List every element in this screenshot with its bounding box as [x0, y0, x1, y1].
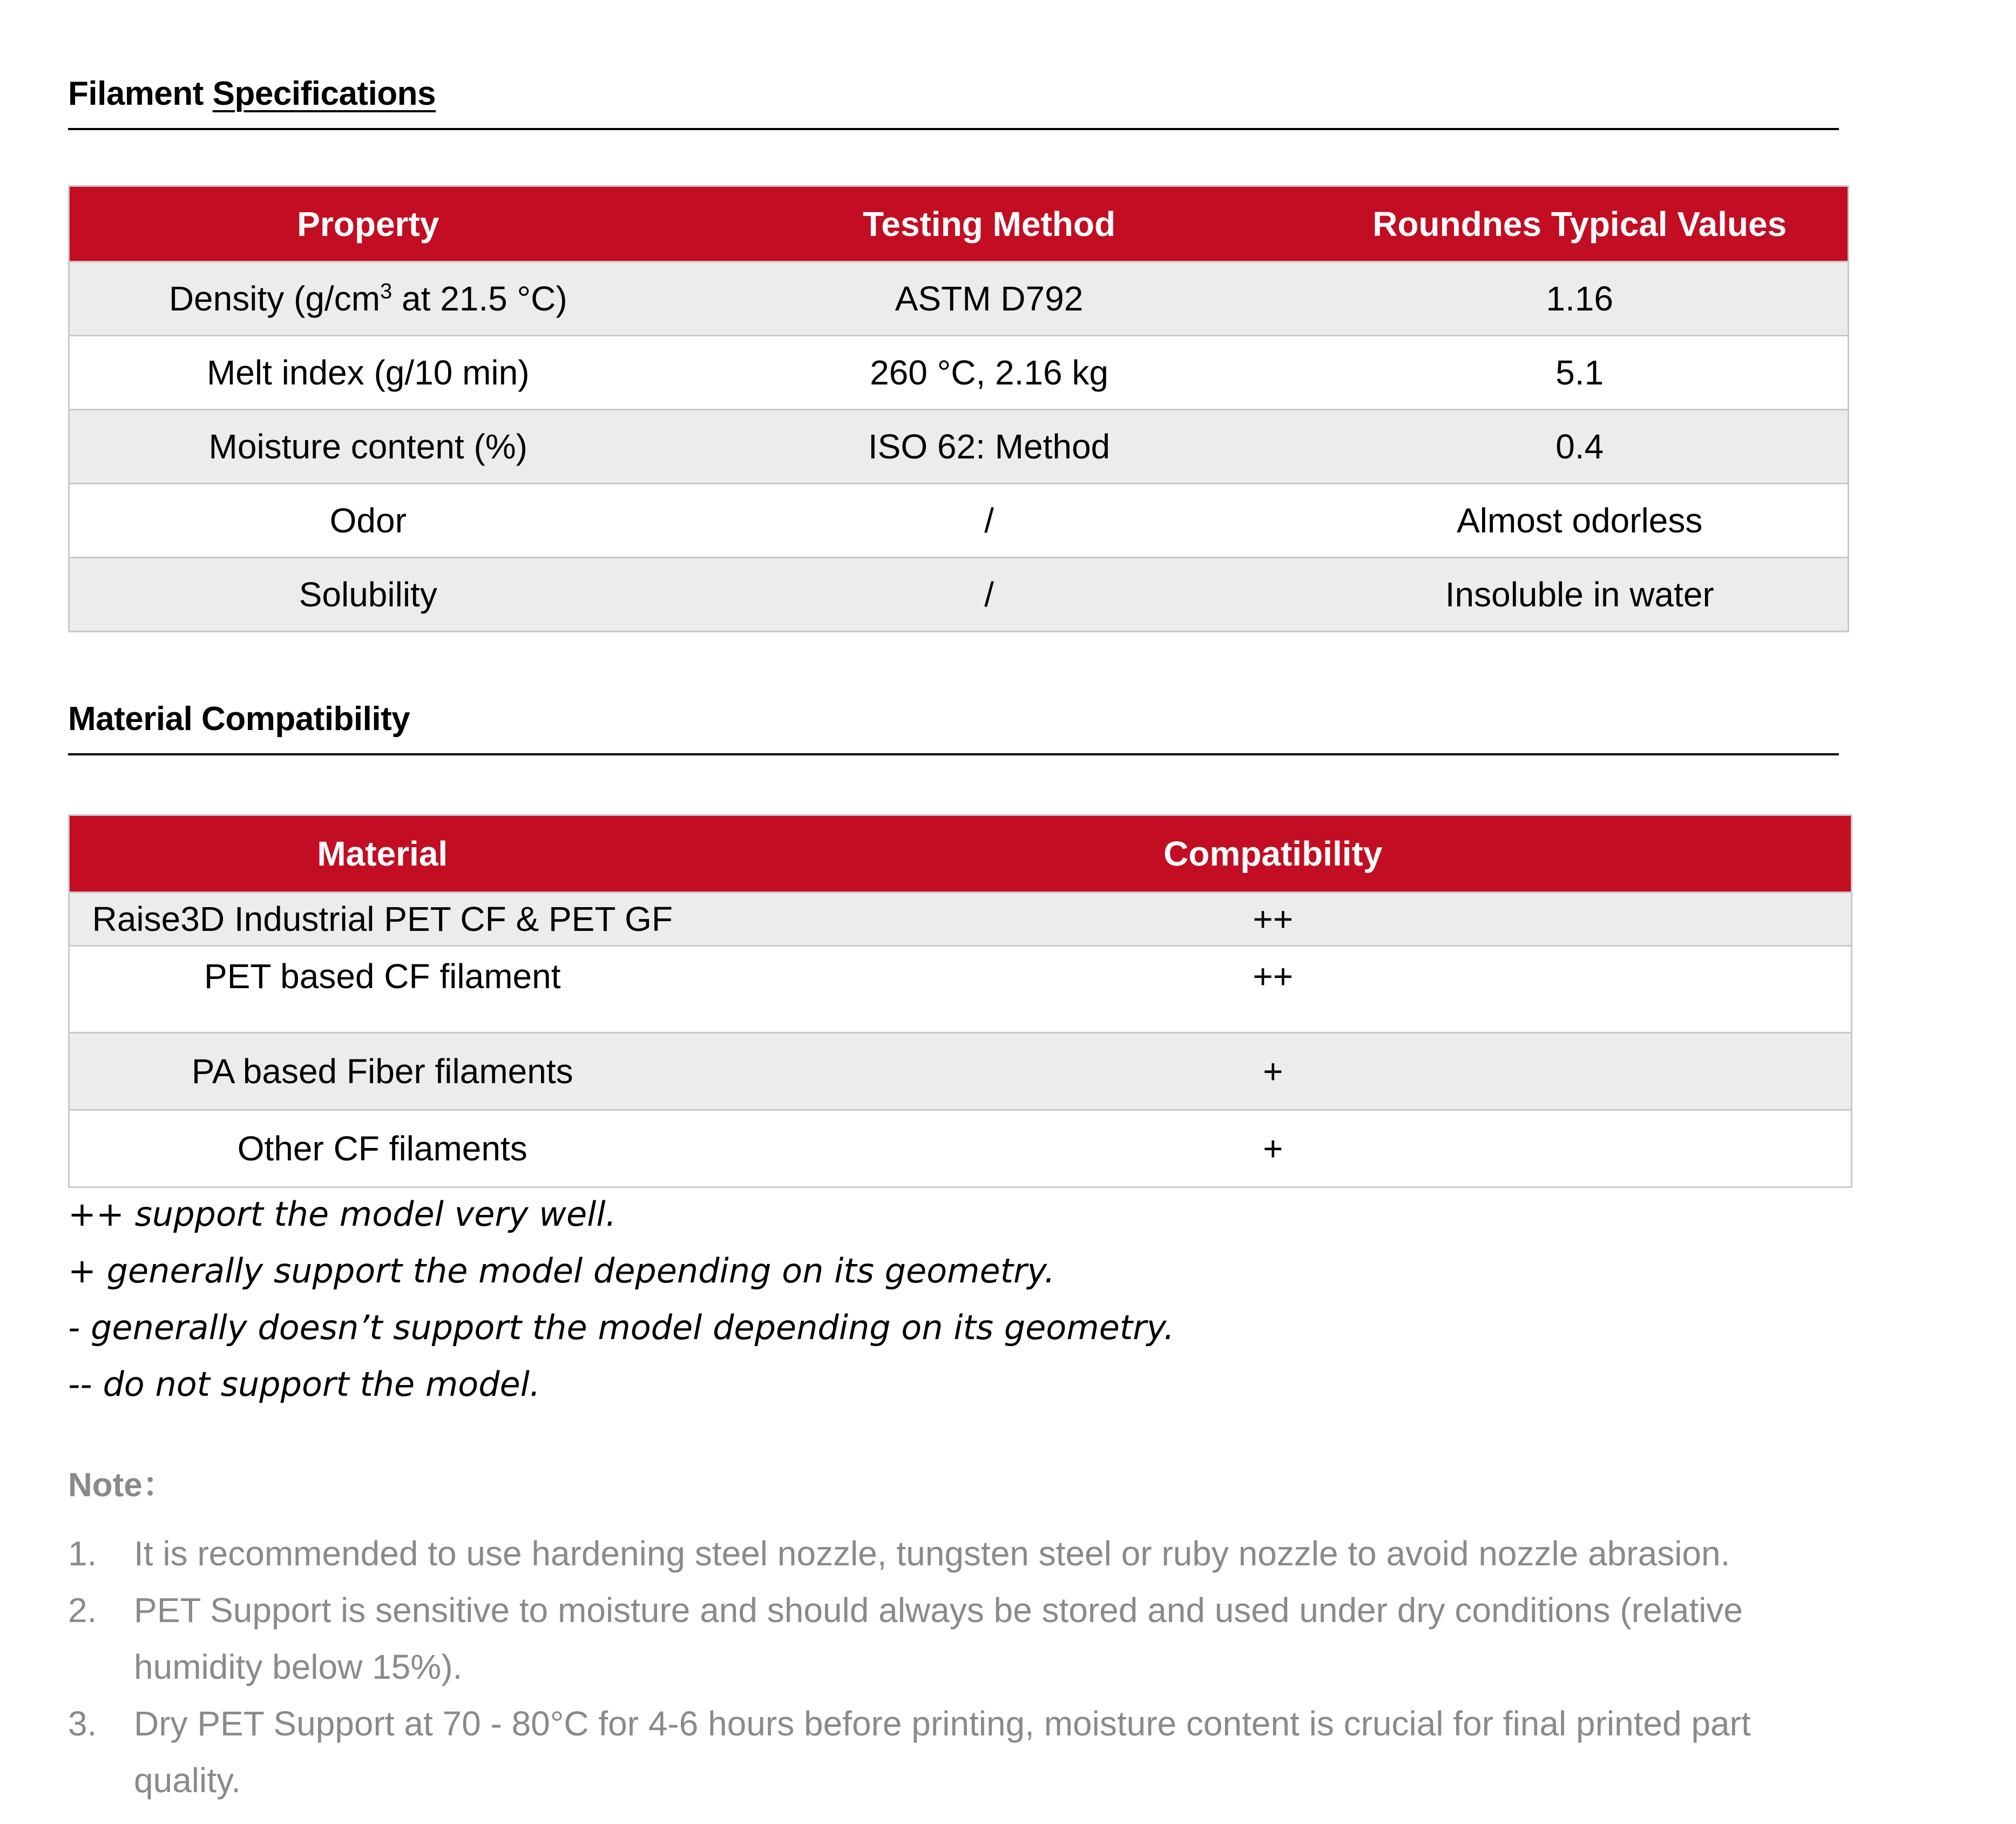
note-number: 2. [68, 1591, 97, 1630]
material-compatibility-table [68, 814, 1852, 1188]
list-item [68, 1695, 1754, 1809]
table-row [69, 893, 1852, 946]
material-cell: PA based Fiber filaments [69, 1033, 695, 1110]
method-cell: 260 °C, 2.16 kg [667, 336, 1312, 410]
material-compatibility-heading: Material Compatibility [68, 700, 410, 738]
material-cell: Other CF filaments [69, 1110, 695, 1187]
compatibility-cell: + [695, 1033, 1852, 1110]
method-cell: ISO 62: Method [667, 410, 1312, 484]
list-item [68, 1582, 1808, 1695]
compatibility-cell: ++ [695, 893, 1852, 946]
method-cell: / [667, 484, 1312, 558]
table-row [69, 558, 1849, 632]
value-cell: 5.1 [1312, 336, 1849, 410]
property-cell: Odor [69, 484, 667, 558]
table-row [69, 484, 1849, 558]
property-cell: Solubility [69, 558, 667, 632]
legend-line: -- do not support the model. [68, 1364, 540, 1404]
header-property: Property [69, 186, 667, 262]
section-divider [68, 128, 1839, 130]
material-cell: PET based CF filament [69, 946, 695, 1033]
value-cell: Almost odorless [1312, 484, 1849, 558]
compatibility-cell: ++ [695, 946, 1852, 1033]
method-cell: ASTM D792 [667, 262, 1312, 336]
property-cell: Melt index (g/10 min) [69, 336, 667, 410]
table-row [69, 1110, 1852, 1187]
value-cell: 1.16 [1312, 262, 1849, 336]
compatibility-legend [68, 1186, 1174, 1413]
filament-specifications-heading [68, 77, 436, 111]
material-cell: Raise3D Industrial PET CF & PET GF [69, 893, 695, 946]
note-text: It is recommended to use hardening steel nozzle, tungsten steel or ruby nozzle to avoid nozzle abrasion. [134, 1534, 1730, 1573]
note-list [68, 1525, 1931, 1809]
method-cell: / [667, 558, 1312, 632]
note-heading: Note： [68, 1467, 176, 1504]
property-cell: Moisture content (%) [69, 410, 667, 484]
note-number: 1. [68, 1534, 97, 1573]
heading-word-filament: Filament [68, 75, 204, 112]
table-row [69, 336, 1849, 410]
table-row [69, 946, 1852, 1033]
table-header-row [69, 186, 1849, 262]
value-cell: 0.4 [1312, 410, 1849, 484]
table-row [69, 1033, 1852, 1110]
compatibility-cell: + [695, 1110, 1852, 1187]
heading-word-specifications: Specifications [212, 75, 436, 112]
section-divider [68, 753, 1839, 755]
header-typical-values: Roundnes Typical Values [1312, 186, 1849, 262]
value-cell: Insoluble in water [1312, 558, 1849, 632]
legend-line: ++ support the model very well. [68, 1194, 617, 1234]
header-compatibility: Compatibility [695, 815, 1852, 893]
note-text: PET Support is sensitive to moisture and should always be stored and used under dry conditions (relative humidity below 15%). [134, 1591, 1743, 1686]
legend-line: - generally doesn’t support the model depending on its geometry. [68, 1308, 1175, 1347]
list-item [68, 1525, 1931, 1582]
legend-line: + generally support the model depending on its geometry. [68, 1251, 1055, 1291]
header-testing-method: Testing Method [667, 186, 1312, 262]
table-header-row [69, 815, 1852, 893]
header-material: Material [69, 815, 695, 893]
property-cell: Density ($g/cm^3$ at 21.5 °C) [69, 262, 667, 336]
table-row [69, 262, 1849, 336]
table-row [69, 410, 1849, 484]
note-text: Dry PET Support at 70 - 80°C for 4-6 hours before printing, moisture content is crucial for final printed part quality. [134, 1704, 1751, 1800]
note-number: 3. [68, 1704, 97, 1743]
filament-spec-table [68, 185, 1849, 632]
